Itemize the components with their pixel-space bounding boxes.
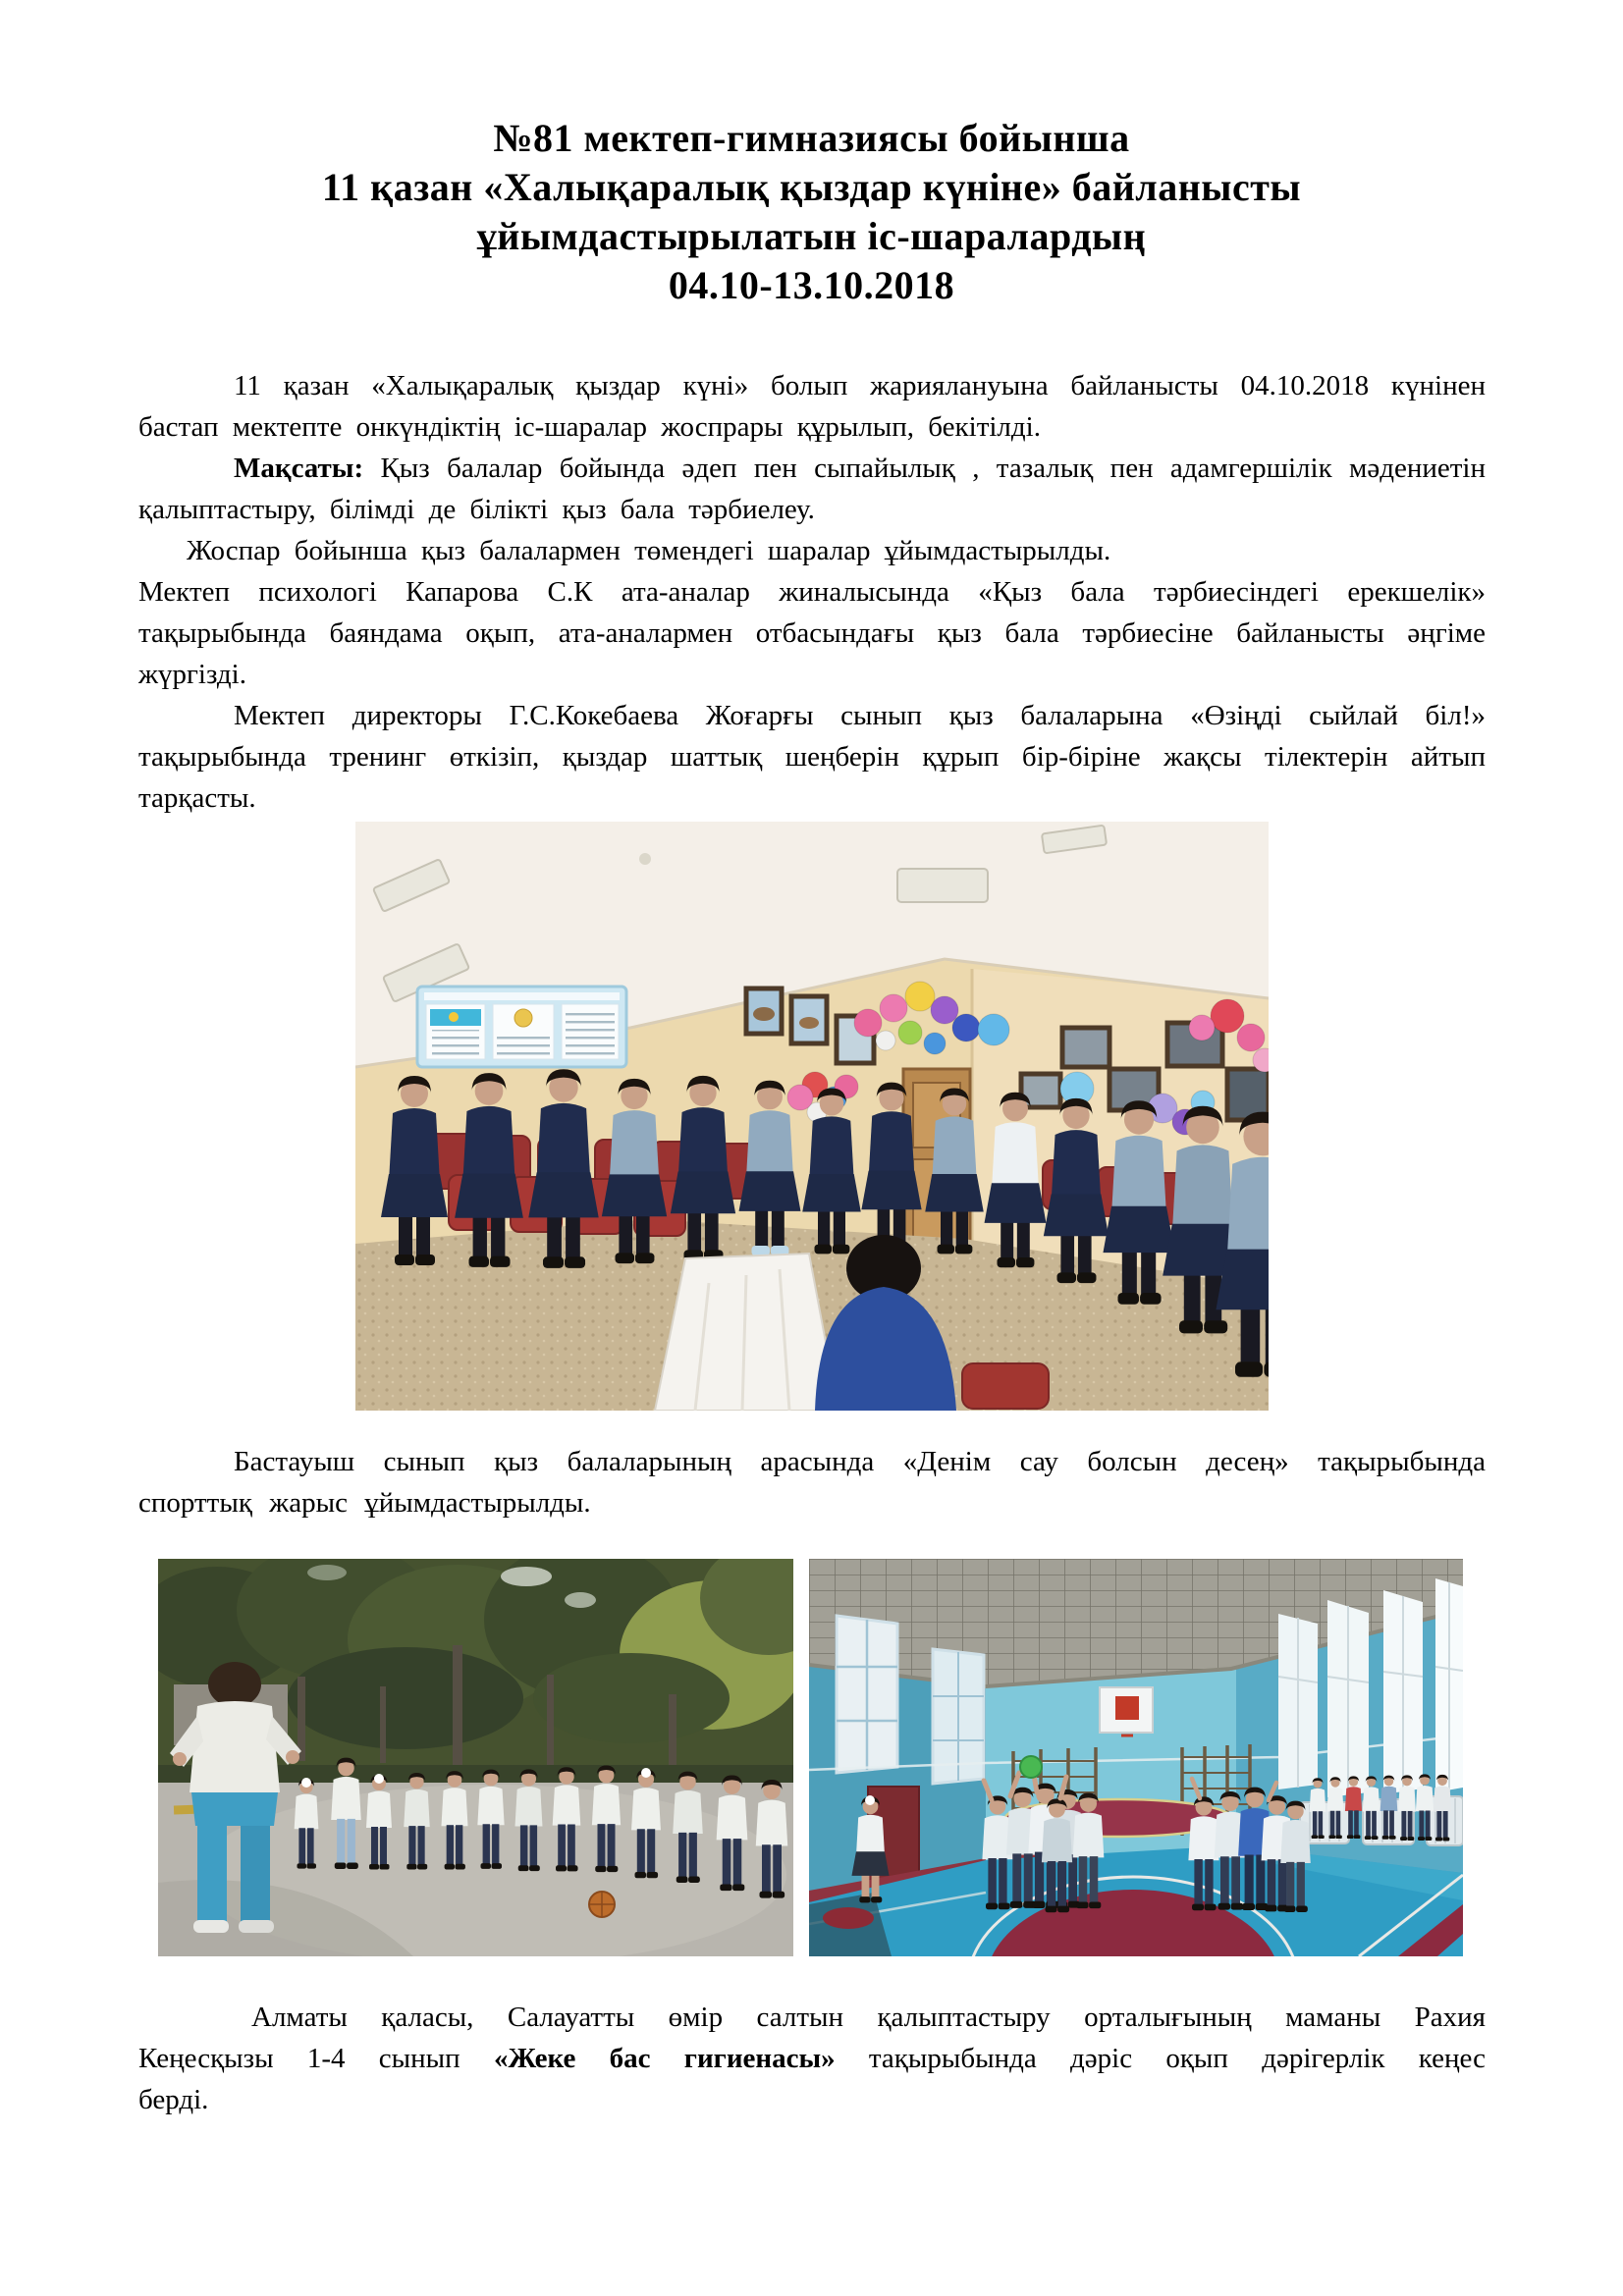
health-paragraph-block: [138, 1997, 1486, 2120]
hair-bow: [374, 1774, 384, 1784]
paragraph-director: Мектеп директоры Г.С.Кокебаева Жоғарғы сынып қыз балаларына «Өзіңді сыйлай біл!» тақырыбында тренинг өткізіп, қыздар шаттық шеңберін құрып бір-біріне жақсы тілектерін айтып тарқасты.: [138, 700, 1486, 814]
page-title: [0, 114, 1623, 310]
title-line-3: ұйымдастырылатын іс-шаралардың: [476, 214, 1147, 258]
paragraph-plan: Жоспар бойынша қыз балалармен төмендегі шаралар ұйымдастырылды.: [187, 535, 1111, 566]
sport-paragraph-block: [138, 1441, 1486, 1523]
paragraph-sport: Бастауыш сынып қыз балаларының арасында «Денім сау болсын десең» тақырыбында спорттық жарыс ұйымдастырылды.: [138, 1446, 1486, 1519]
paragraph-intro: 11 қазан «Халықаралық қыздар күні» болып жариялануына байланысты 04.10.2018 күнінен бастап мектепте онкүндіктің іс-шаралар жоспрары құрылып, бекітілді.: [138, 370, 1486, 443]
hair-bow: [641, 1768, 651, 1778]
paragraph-psychologist: Мектеп психологі Капарова С.К ата-аналар жиналысында «Қыз бала тәрбиесіндегі ерекшелік» тақырыбында баяндама оқып, ата-аналармен отбасындағы қыз бала тәрбиесіне байланысты әңгіме жүргізді.: [138, 576, 1486, 690]
hair-bow: [301, 1778, 311, 1788]
photo-outdoor-sports: [158, 1559, 793, 1956]
green-ball: [1020, 1756, 1042, 1778]
chair-back: [962, 1363, 1049, 1409]
paragraph-goal: Мақсаты: Қыз балалар бойында әдеп пен сыпайылық , тазалық пен адамгершілік мәдениетін қалыптастыру, білімді де білікті қыз бала тәрбиелеу.: [138, 453, 1487, 525]
emblem: [514, 1009, 532, 1027]
smoke-detector: [639, 853, 651, 865]
title-line-1: №81 мектеп-гимназиясы бойынша: [493, 116, 1130, 160]
title-line-2: 11 қазан «Халықаралық қыздар күніне» байланысты: [321, 165, 1302, 209]
body-text: [138, 365, 1486, 819]
paragraph-health: Алматы қаласы, Салауатты өмір салтын қалыптастыру орталығының маманы Рахия Кеңесқызы 1-4 сынып «Жеке бас гигиенасы» тақырыбында дәріс оқып дәрігерлік кеңес берді.: [138, 2002, 1486, 2115]
info-board: [417, 987, 626, 1067]
title-line-4: 04.10-13.10.2018: [668, 263, 955, 307]
photo-assembly-hall: [355, 822, 1269, 1411]
photo-gym-hall: [809, 1559, 1463, 1956]
basketball: [589, 1892, 615, 1917]
